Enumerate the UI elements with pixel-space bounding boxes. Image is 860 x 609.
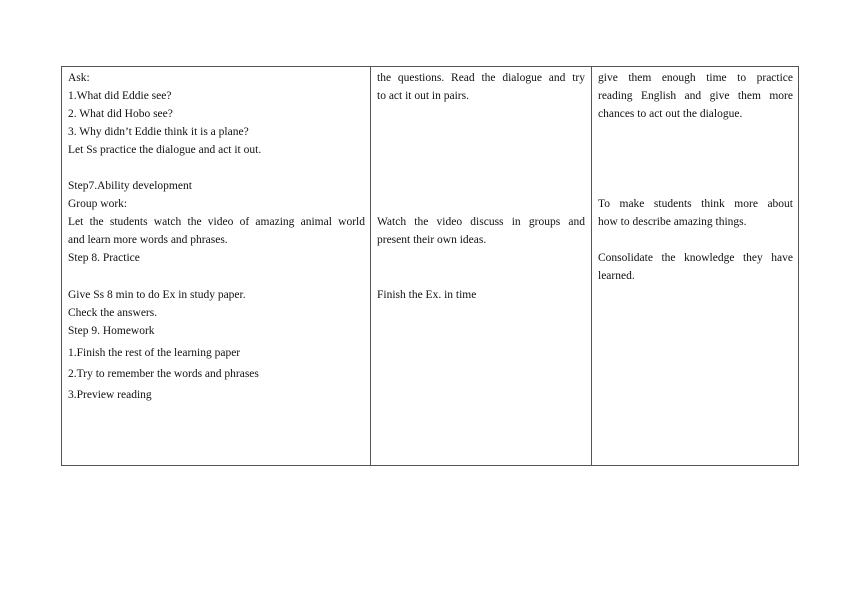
step9-heading: Step 9. Homework <box>68 325 155 337</box>
lesson-plan-table <box>61 66 799 466</box>
practice-instruction: Let Ss practice the dialogue and act it out. <box>68 144 262 156</box>
purpose-2-line1: To make students think more about <box>598 198 793 210</box>
purpose-1-line2: reading English and give them more <box>598 90 793 102</box>
purpose-1-line1: give them enough time to practice <box>598 72 793 84</box>
step7-heading: Step7.Ability development <box>68 180 192 192</box>
question-3: 3. Why didn’t Eddie think it is a plane? <box>68 126 249 138</box>
question-2: 2. What did Hobo see? <box>68 108 173 120</box>
teacher-activity-cell <box>62 67 371 465</box>
check-answers: Check the answers. <box>68 307 158 319</box>
group-work-label: Group work: <box>68 198 128 210</box>
exercise-activity: Finish the Ex. in time <box>377 289 477 301</box>
video-instruction-line2: and learn more words and phrases. <box>68 234 228 246</box>
video-instruction-line1: Let the students watch the video of amazing animal world <box>68 216 365 228</box>
step8-heading: Step 8. Practice <box>68 252 140 264</box>
question-1: 1.What did Eddie see? <box>68 90 172 102</box>
student-activity-cell <box>371 67 592 465</box>
video-activity-line2: present their own ideas. <box>377 234 487 246</box>
ask-label: Ask: <box>68 72 90 84</box>
purpose-cell <box>592 67 799 465</box>
homework-item-3: 3.Preview reading <box>68 389 152 401</box>
video-activity-line1: Watch the video discuss in groups and <box>377 216 585 228</box>
exercise-instruction: Give Ss 8 min to do Ex in study paper. <box>68 289 246 301</box>
purpose-1-line3: chances to act out the dialogue. <box>598 108 743 120</box>
dialogue-activity-line1: the questions. Read the dialogue and try <box>377 72 585 84</box>
homework-item-1: 1.Finish the rest of the learning paper <box>68 347 241 359</box>
purpose-3-line1: Consolidate the knowledge they have <box>598 252 793 264</box>
purpose-3-line2: learned. <box>598 270 635 282</box>
purpose-2-line2: how to describe amazing things. <box>598 216 747 228</box>
dialogue-activity-line2: to act it out in pairs. <box>377 90 469 102</box>
homework-item-2: 2.Try to remember the words and phrases <box>68 368 259 380</box>
